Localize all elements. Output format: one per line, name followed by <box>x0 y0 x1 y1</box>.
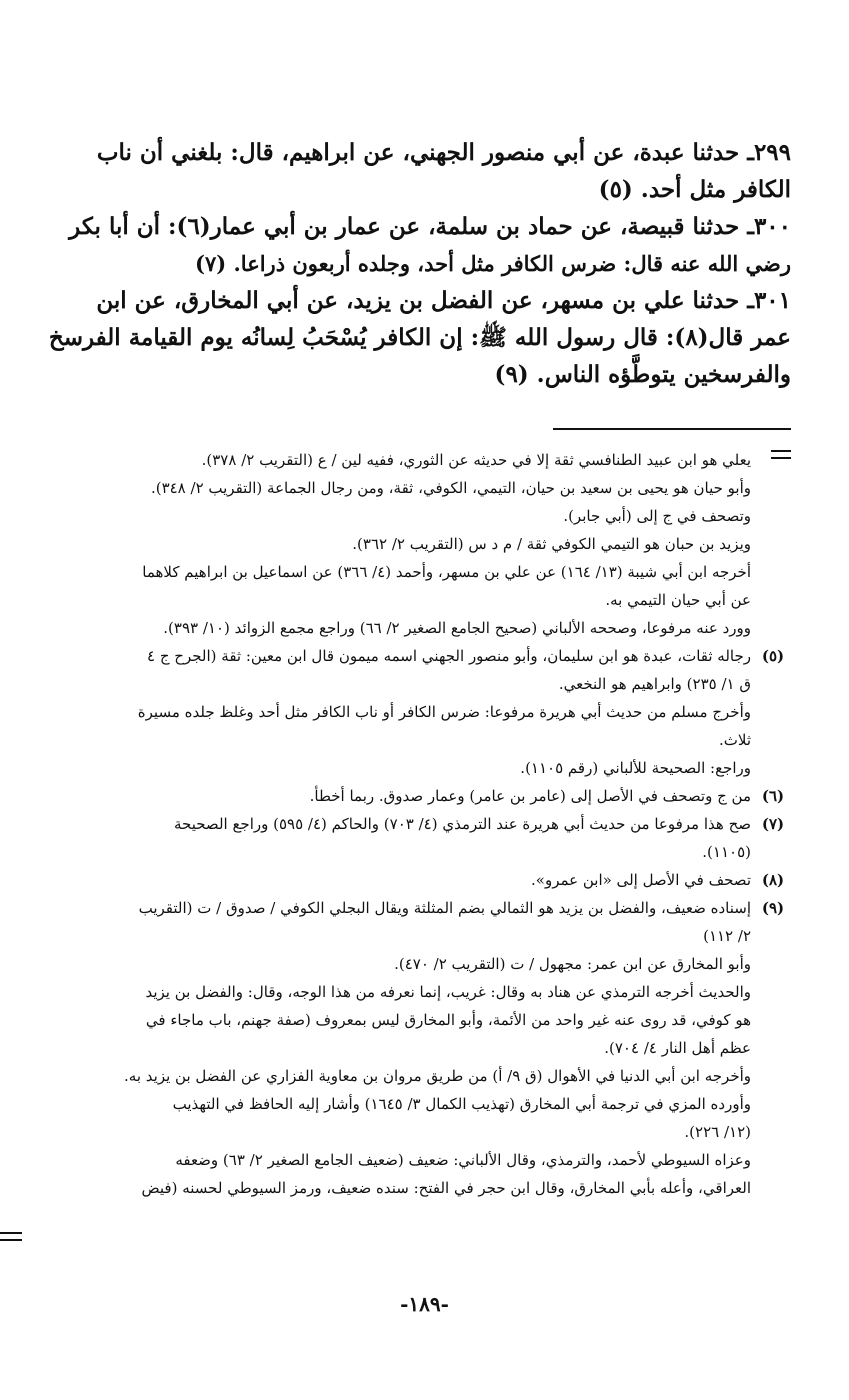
main-text-line: عمر قال(٨): قال رسول الله ﷺ: إن الكافر يُسْحَبُ لِسانُه يوم القيامة الفرسخ <box>48 324 791 351</box>
footnote-6 <box>91 782 791 810</box>
footnote-marker: (٥) <box>761 647 785 665</box>
footnote-line: ثلاث. <box>718 731 751 749</box>
footnote-line: وأبو حيان هو يحيى بن سعيد بن حيان، التيمي، الكوفي، ثقة، ومن رجال الجماعة (التقريب ٢/ ٣٤٨). <box>150 479 751 497</box>
footnote-line: العراقي، وأعله بأبي المخارق، وقال ابن حجر في الفتح: سنده ضعيف، ورمز السيوطي لحسنه (فيض <box>141 1179 751 1197</box>
footnote-8 <box>91 866 791 894</box>
footnote-line: والحديث أخرجه الترمذي عن هناد به وقال: غريب، إنما نعرفه من هذا الوجه، وقال: والفضل بن يزيد <box>145 983 751 1001</box>
footnote-line: عن أبي حيان التيمي به. <box>605 591 751 609</box>
footnote-line: عظم أهل النار ٤/ ٧٠٤). <box>604 1039 751 1057</box>
main-text <box>48 138 791 397</box>
footnote-line: ويزيد بن حبان هو التيمي الكوفي ثقة / م د س (التقريب ٢/ ٣٦٢). <box>352 535 751 553</box>
footnote-line: (١٢/ ٢٢٦). <box>684 1123 751 1141</box>
footnote-marker: (٧) <box>761 815 785 833</box>
continuation-mark-end-icon <box>0 1232 22 1244</box>
footnote-line: رجاله ثقات، عبدة هو ابن سليمان، وأبو منصور الجهني اسمه ميمون قال ابن معين: ثقة (الجرح ج ٤ <box>147 647 751 665</box>
footnote-line: من ج وتصحف في الأصل إلى (عامر بن عامر) وعمار صدوق. ربما أخطأ. <box>309 787 751 805</box>
footnote-7 <box>91 810 791 866</box>
main-text-line: الكافر مثل أحد. (٥) <box>598 176 791 203</box>
footnote-separator <box>553 428 791 430</box>
footnote-5 <box>91 642 791 782</box>
footnote-marker: (٨) <box>761 871 785 889</box>
footnote-line: تصحف في الأصل إلى «ابن عمرو». <box>531 871 751 889</box>
footnote-line: إسناده ضعيف، والفضل بن يزيد هو الثمالي بضم المثلثة ويقال البجلي الكوفي / صدوق / ت (التقريب <box>138 899 751 917</box>
footnote-line: (١١٠٥). <box>702 843 751 861</box>
footnote-line: يعلي هو ابن عبيد الطنافسي ثقة إلا في حديثه عن الثوري، ففيه لين / ع (التقريب ٢/ ٣٧٨). <box>201 451 751 469</box>
main-text-line: ٣٠١ـ حدثنا علي بن مسهر، عن الفضل بن يزيد، عن أبي المخارق، عن ابن <box>96 287 791 314</box>
footnote-marker: (٩) <box>761 899 785 917</box>
page-number: -١٨٩- <box>400 1292 449 1316</box>
footnote-line: وأورده المزي في ترجمة أبي المخارق (تهذيب الكمال ٣/ ١٦٤٥) وأشار إليه الحافظ في التهذيب <box>172 1095 751 1113</box>
footnote-line: وأخرج مسلم من حديث أبي هريرة مرفوعا: ضرس الكافر أو ناب الكافر مثل أحد وغلظ جلده مسيرة <box>137 703 751 721</box>
footnote-9 <box>91 894 791 1202</box>
footnote-line: وأخرجه ابن أبي الدنيا في الأهوال (ق ٩/ أ) من طريق مروان بن معاوية الفزاري عن الفضل بن يزيد به. <box>124 1067 751 1085</box>
footnote-line: ق ١/ ٢٣٥) وابراهيم هو النخعي. <box>558 675 751 693</box>
footnote-line: وعزاه السيوطي لأحمد، والترمذي، وقال الألباني: ضعيف (ضعيف الجامع الصغير ٢/ ٦٣) وضعفه <box>175 1151 751 1169</box>
footnote-marker: (٦) <box>761 787 785 805</box>
footnote-line: صح هذا مرفوعا من حديث أبي هريرة عند الترمذي (٤/ ٧٠٣) والحاكم (٤/ ٥٩٥) وراجع الصحيحة <box>174 815 751 833</box>
footnote-line: وورد عنه مرفوعا، وصححه الألباني (صحيح الجامع الصغير ٢/ ٦٦) وراجع مجمع الزوائد (١٠/ ٣٩٣). <box>163 619 751 637</box>
footnotes <box>91 446 791 1202</box>
footnote-line: وأبو المخارق عن ابن عمر: مجهول / ت (التقريب ٢/ ٤٧٠). <box>394 955 751 973</box>
footnote-line: وتصحف في ج إلى (أبي جابر). <box>563 507 751 525</box>
footnote-line: هو كوفي، قد روى عنه غير واحد من الأئمة، وأبو المخارق ليس بمعروف (صفة جهنم، باب ماجاء في <box>145 1011 751 1029</box>
main-text-line: رضي الله عنه قال: ضرس الكافر مثل أحد، وجلده أربعون ذراعا. (٧) <box>195 251 791 276</box>
footnote-line: أخرجه ابن أبي شيبة (١٣/ ١٦٤) عن علي بن مسهر، وأحمد (٤/ ٣٦٦) عن اسماعيل بن ابراهيم كلاهما <box>142 563 751 581</box>
footnote-line: وراجع: الصحيحة للألباني (رقم ١١٠٥). <box>520 759 751 777</box>
main-text-line: والفرسخين يتوطَّؤه الناس. (٩) <box>494 361 791 388</box>
main-text-line: ٢٩٩ـ حدثنا عبدة، عن أبي منصور الجهني، عن ابراهيم، قال: بلغني أن ناب <box>96 139 791 166</box>
main-text-line: ٣٠٠ـ حدثنا قبيصة، عن حماد بن سلمة، عن عمار بن أبي عمار(٦): أن أبا بكر <box>69 213 791 240</box>
footnote-line: ٢/ ١١٢) <box>703 927 751 945</box>
continuation-mark-icon <box>771 450 791 462</box>
footnote-continuation <box>91 446 791 642</box>
